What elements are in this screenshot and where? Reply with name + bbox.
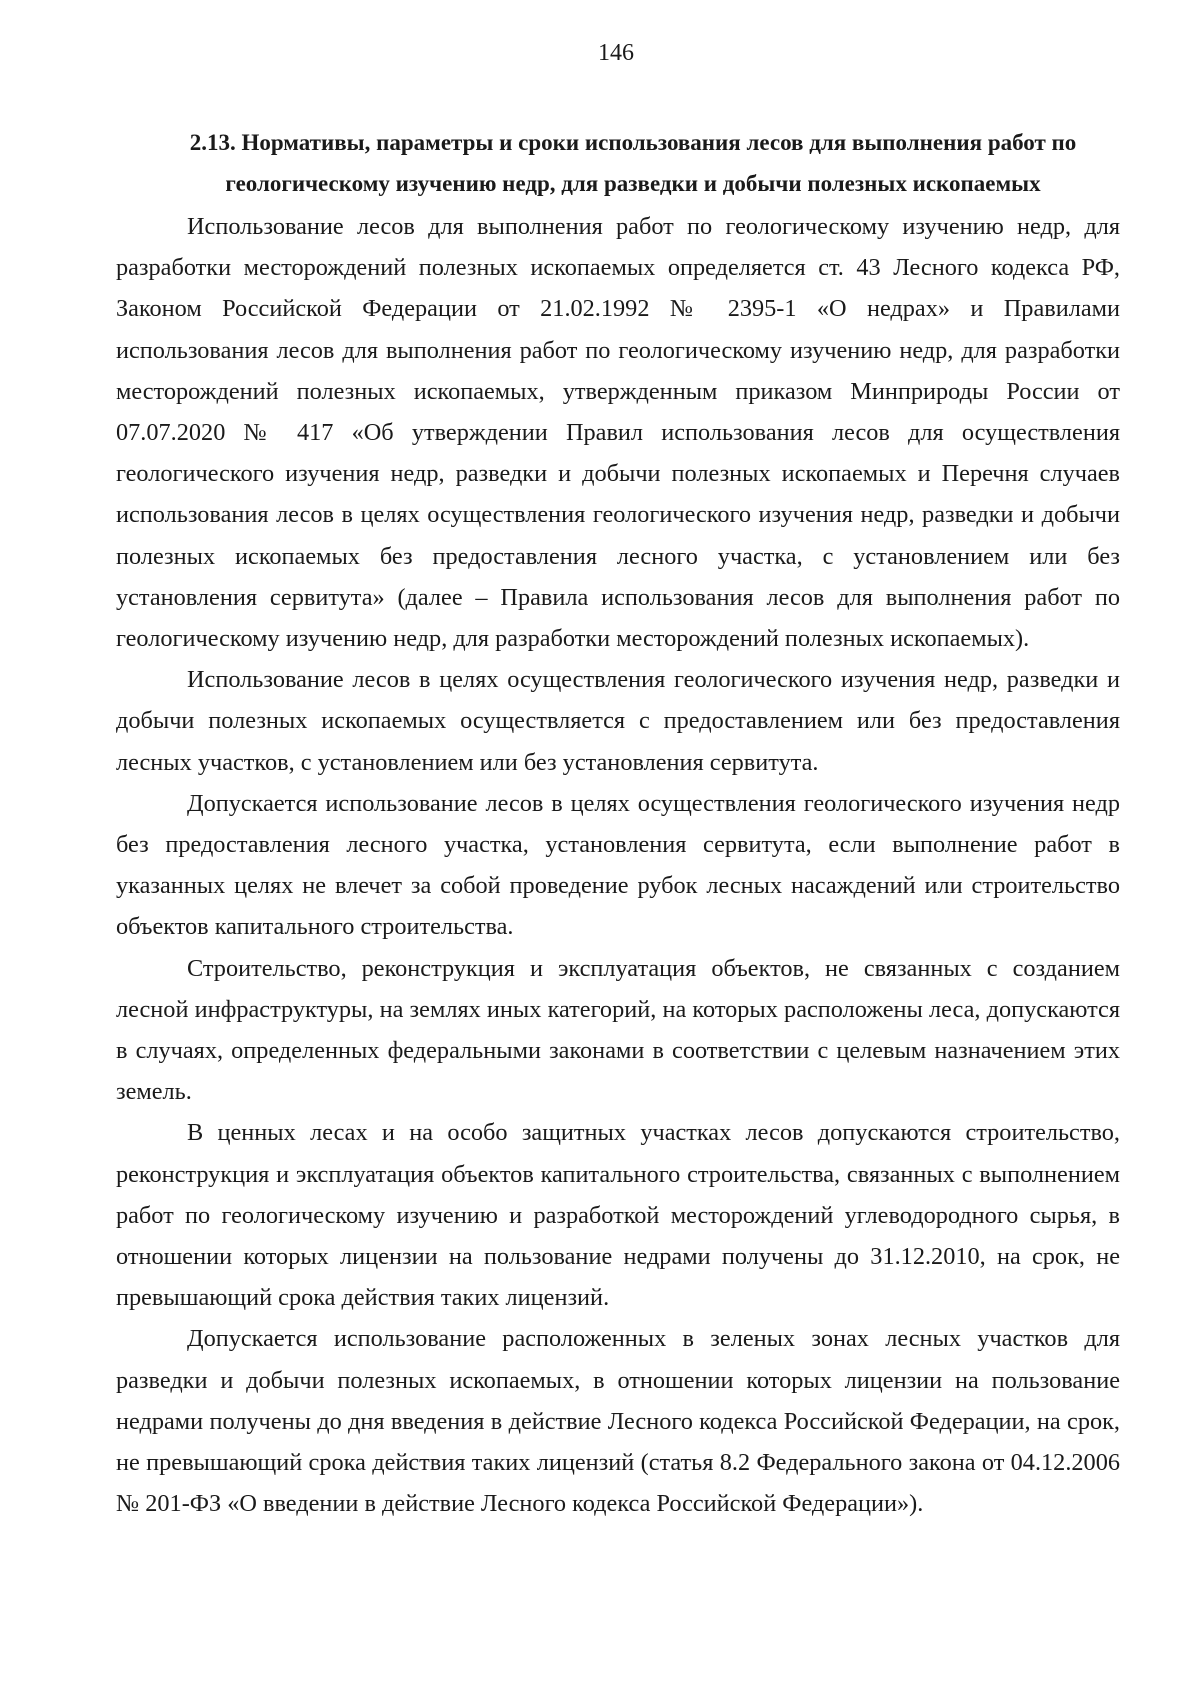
page-content xyxy=(116,122,1120,1525)
section-heading: 2.13. Нормативы, параметры и сроки использования лесов для выполнения работ по геологическому изучению недр, для разведки и добычи полезных ископаемых xyxy=(189,130,1077,196)
page-number: 146 xyxy=(598,40,634,66)
paragraph-valuable-forests: В ценных лесах и на особо защитных участках лесов допускаются строительство, реконструкция и эксплуатация объектов капитального строительства, связанных с выполнением работ по геологическому изучению и разработкой месторождений углеводородного сырья, в отношении которых лицензии на пользование недрами получены до 31.12.2010, на срок, не превышающий срока действия таких лицензий. xyxy=(116,1119,1120,1312)
paragraph-legal-basis: Использование лесов для выполнения работ по геологическому изучению недр, для разработки месторождений полезных ископаемых определяется ст. 43 Лесного кодекса РФ, Законом Российской Федерации от 21.02.1992 № 2395-1 «О недрах» и Правилами использования лесов для выполнения работ по геологическому изучению недр, для разработки месторождений полезных ископаемых, утвержденным приказом Минприроды России от 07.07.2020 № 417 «Об утверждении Правил использования лесов для осуществления геологического изучения недр, разведки и добычи полезных ископаемых и Перечня случаев использования лесов в целях осуществления геологического изучения недр, разведки и добычи полезных ископаемых без предоставления лесного участка, с установлением или без установления сервитута» (далее – Правила использования лесов для выполнения работ по геологическому изучению недр, для разработки месторождений полезных ископаемых). xyxy=(116,213,1120,653)
paragraph-without-plot: Допускается использование лесов в целях осуществления геологического изучения недр без предоставления лесного участка, установления сервитута, если выполнение работ в указанных целях не влечет за собой проведение рубок лесных насаждений или строительство объектов капитального строительства. xyxy=(116,789,1120,941)
paragraph-green-zones: Допускается использование расположенных в зеленых зонах лесных участков для разведки и добычи полезных ископаемых, в отношении которых лицензии на пользование недрами получены до дня введения в действие Лесного кодекса Российской Федерации, на срок, не превышающий срока действия таких лицензий (статья 8.2 Федерального закона от 04.12.2006 № 201-ФЗ «О введении в действие Лесного кодекса Российской Федерации»). xyxy=(116,1325,1120,1518)
paragraph-forms-of-use: Использование лесов в целях осуществления геологического изучения недр, разведки и добычи полезных ископаемых осуществляется с предоставлением или без предоставления лесных участков, с установлением или без установления сервитута. xyxy=(116,666,1120,776)
paragraph-construction: Строительство, реконструкция и эксплуатация объектов, не связанных с созданием лесной инфраструктуры, на землях иных категорий, на которых расположены леса, допускаются в случаях, определенных федеральными законами в соответствии с целевым назначением этих земель. xyxy=(116,954,1120,1106)
